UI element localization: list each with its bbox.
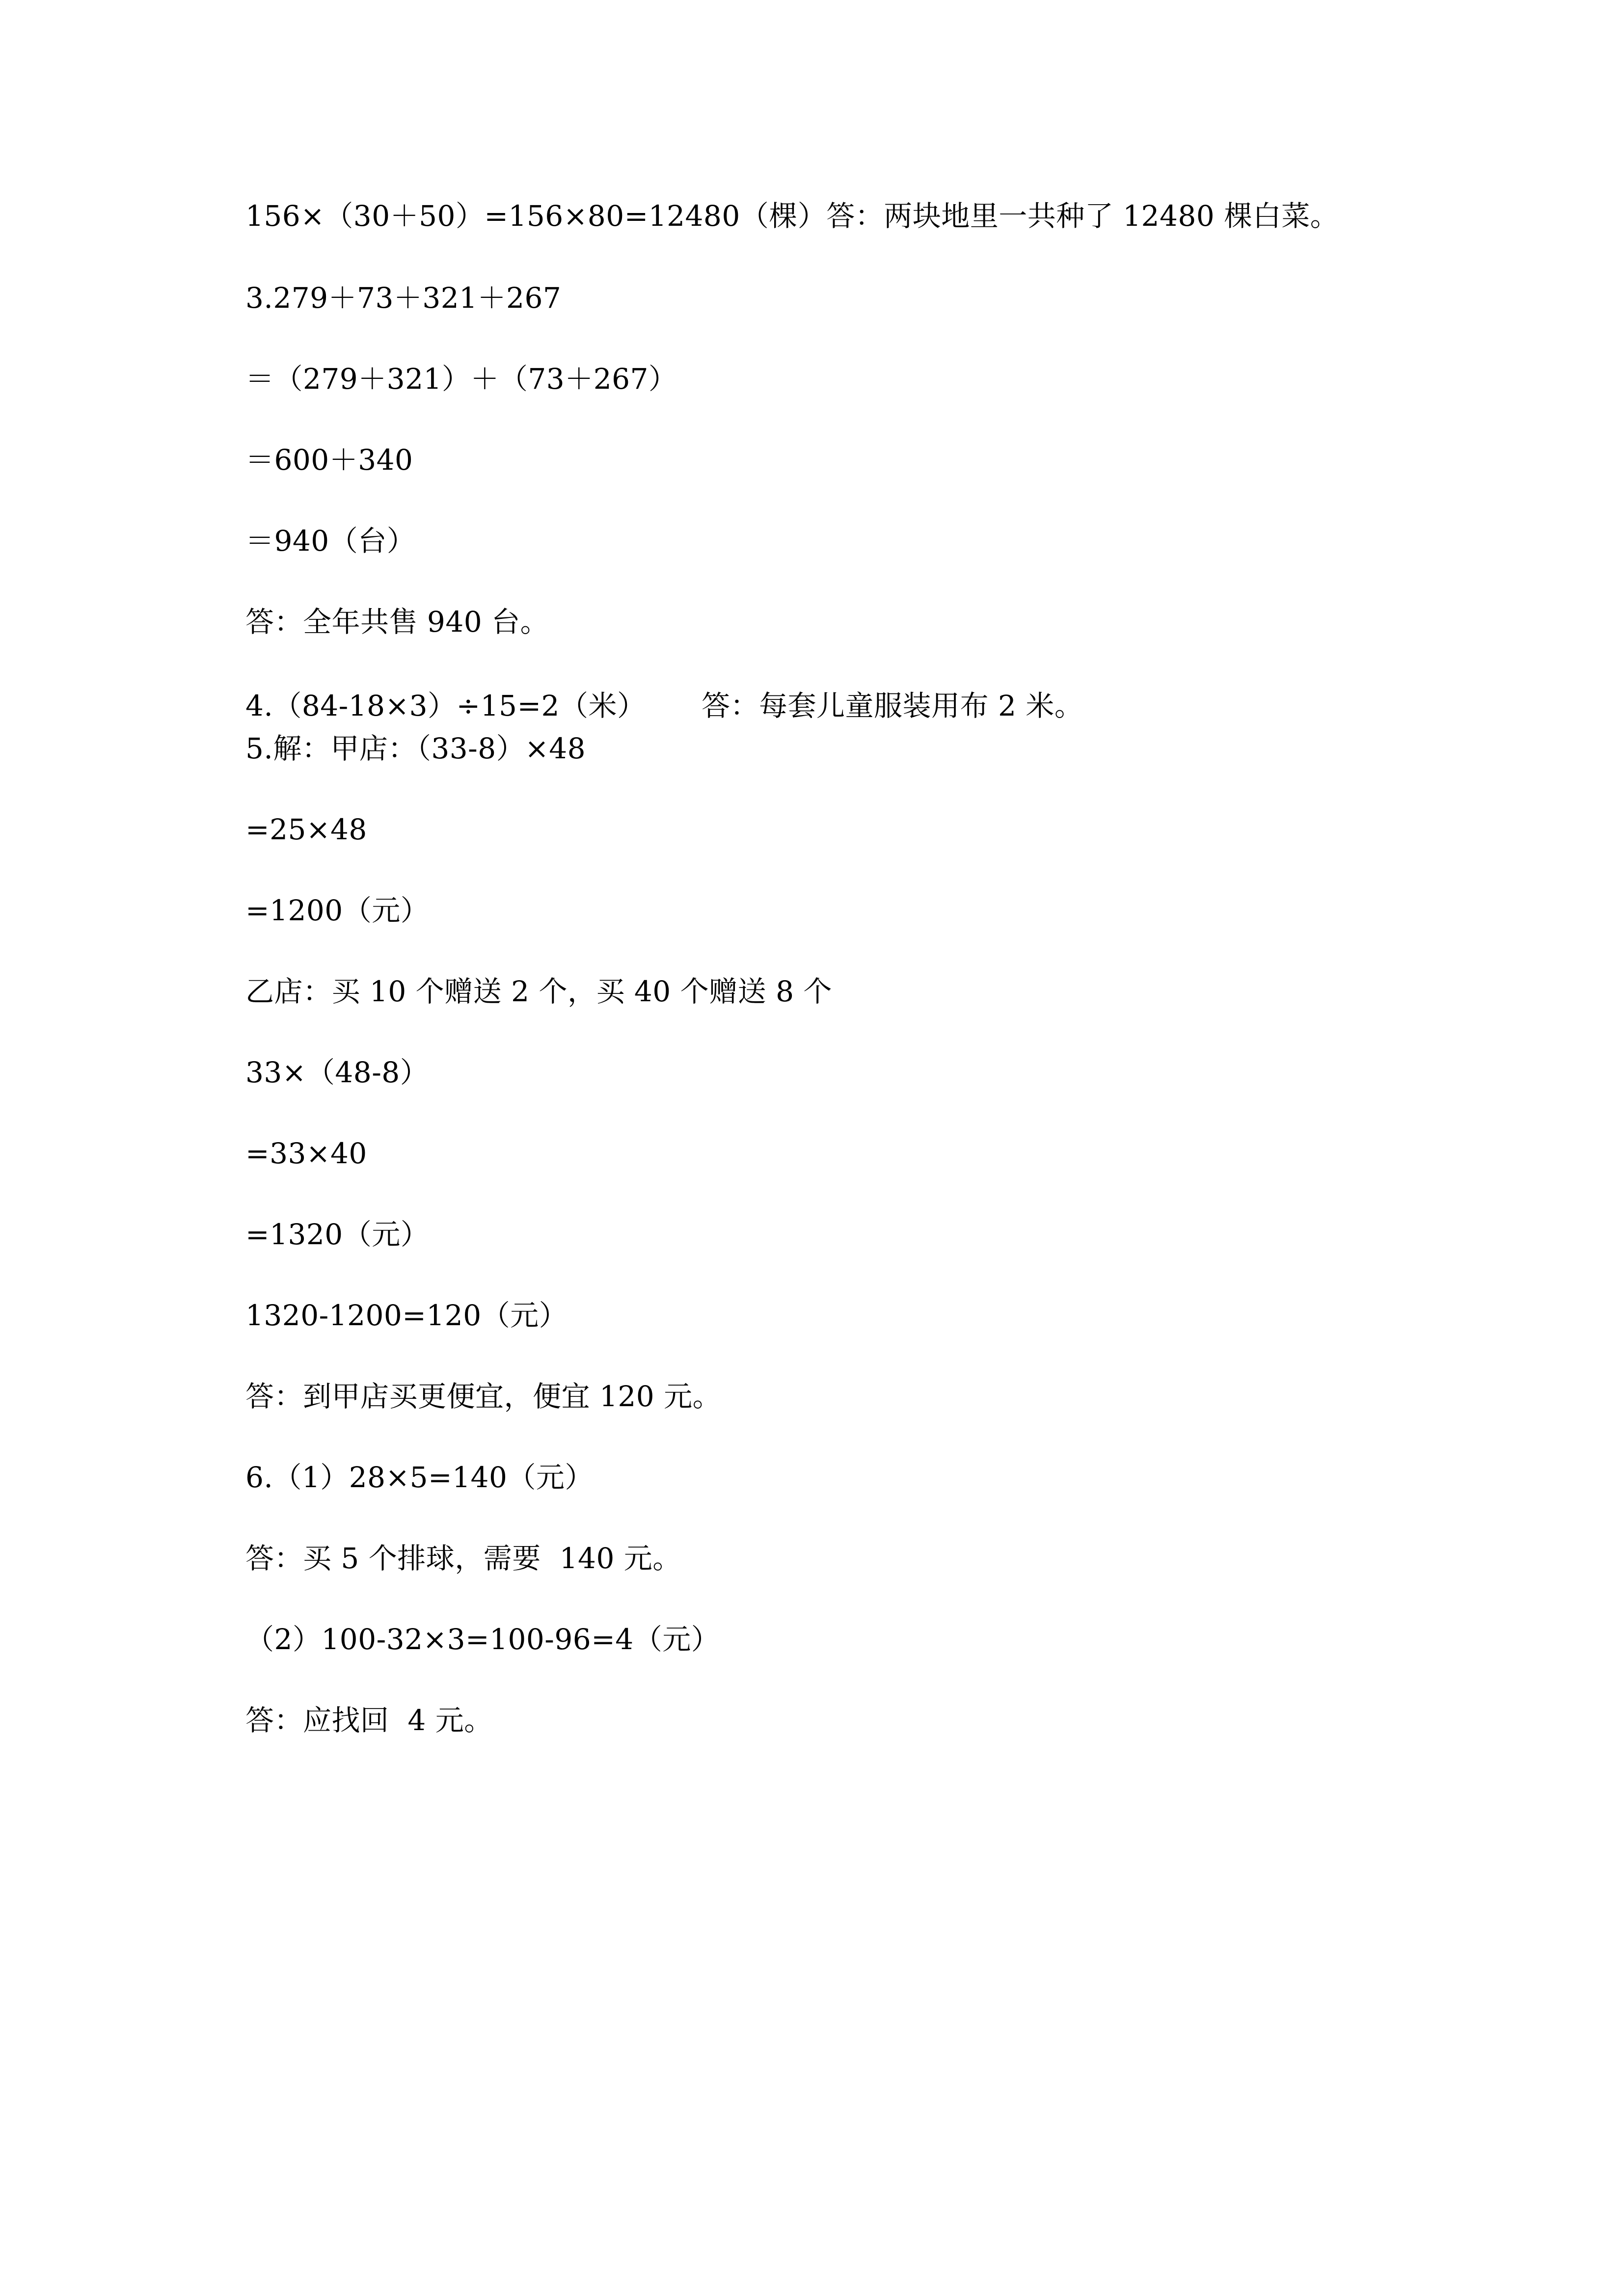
line-q3-expression: 3.279＋73＋321＋267 (245, 281, 562, 315)
line-q3-step2: ＝600＋340 (245, 443, 413, 477)
line-q6-part1-answer: 答：买 5 个排球，需要 140 元。 (245, 1542, 681, 1575)
line-q2-answer: 156×（30＋50）=156×80=12480（棵）答：两块地里一共种了 12480 棵白菜。 (245, 199, 1339, 233)
line-q3-result: ＝940（台） (245, 524, 416, 558)
line-q5-store-a: 5.解：甲店：（33-8）×48 (245, 732, 586, 765)
line-q5-b-expression: 33×（48-8） (245, 1056, 429, 1089)
line-q5-store-b: 乙店：买 10 个赠送 2 个，买 40 个赠送 8 个 (245, 975, 832, 1008)
line-q6-part2-answer: 答：应找回 4 元。 (245, 1704, 493, 1737)
line-q5-b-step1: =33×40 (245, 1137, 367, 1170)
line-q3-answer: 答：全年共售 940 台。 (245, 605, 549, 639)
line-q5-a-result: =1200（元） (245, 894, 430, 927)
line-q5-a-step1: =25×48 (245, 813, 367, 846)
line-q6-part1: 6.（1）28×5=140（元） (245, 1461, 594, 1494)
line-q5-answer: 答：到甲店买更便宜，便宜 120 元。 (245, 1380, 722, 1413)
line-q5-b-result: =1320（元） (245, 1218, 430, 1251)
line-q5-difference: 1320-1200=120（元） (245, 1299, 568, 1332)
line-q3-step1: ＝（279＋321）＋（73＋267） (245, 362, 677, 396)
line-q4-solution: 4.（84-18×3）÷15=2（米） 答：每套儿童服装用布 2 米。 (245, 689, 1083, 722)
line-q6-part2: （2）100-32×3=100-96=4（元） (245, 1623, 720, 1656)
